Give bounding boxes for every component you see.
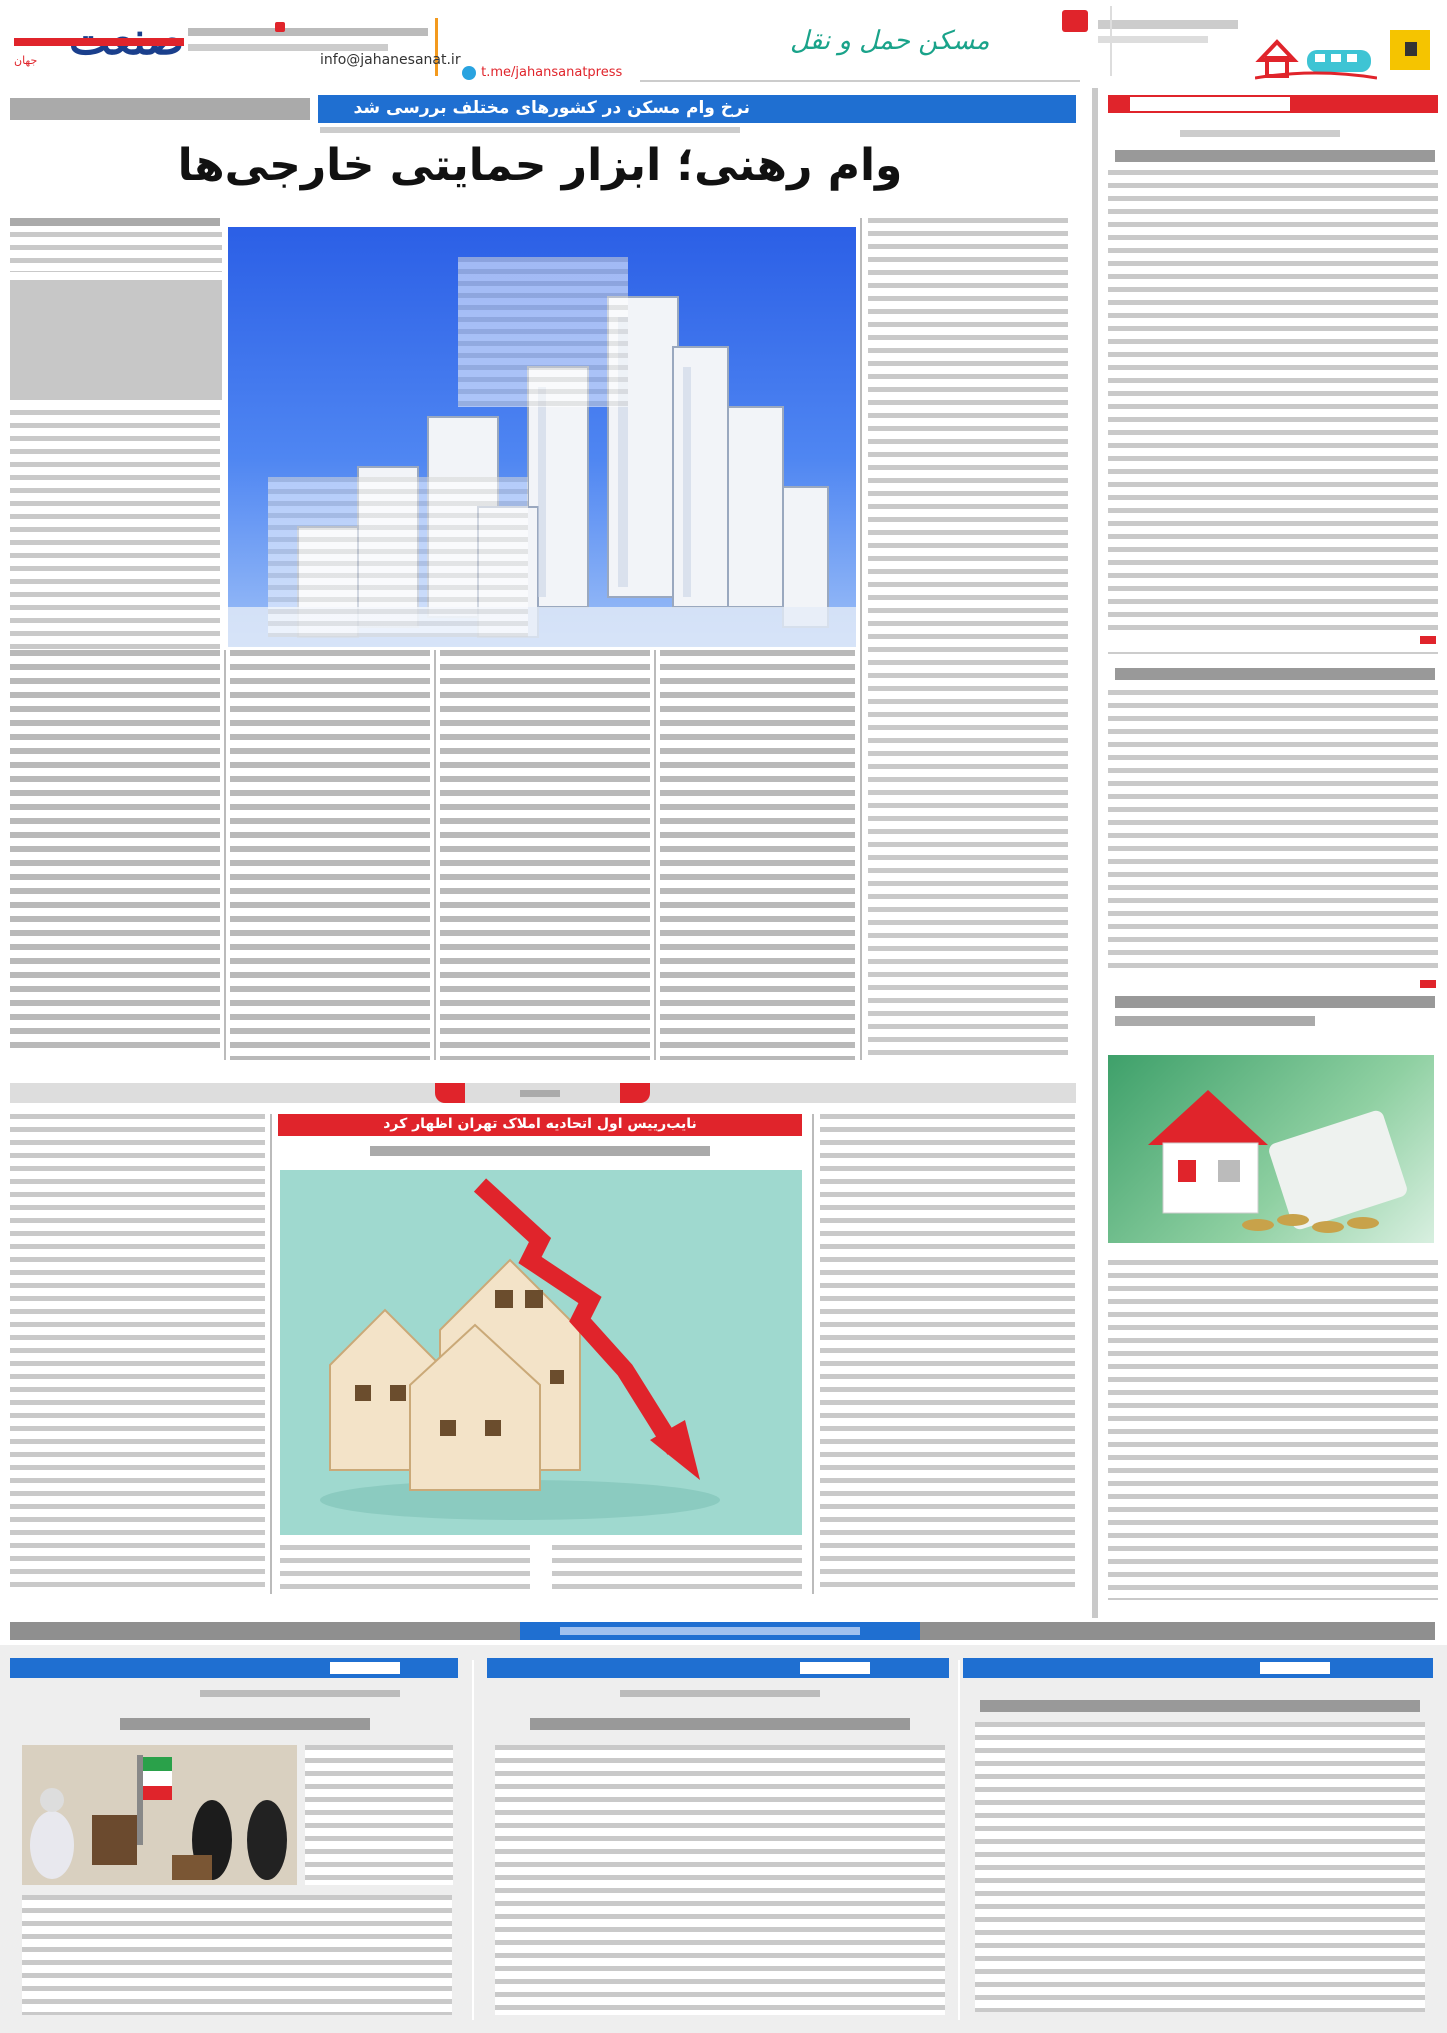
- second-kicker: نایب‌رییس اول اتحادیه املاک تهران اظهار کرد: [383, 1116, 697, 1132]
- section-title: مسکن حمل و نقل: [790, 26, 990, 56]
- buildings-image: [228, 227, 856, 647]
- lead-kicker: نرخ وام مسکن در کشورهای مختلف بررسی شد: [353, 98, 750, 118]
- email-address[interactable]: info@jahanesanat.ir: [320, 52, 461, 68]
- masthead: [0, 0, 1447, 95]
- houses-arrow-image: [280, 1170, 802, 1535]
- telegram-icon: [462, 66, 476, 80]
- logo-sub: جهان: [14, 54, 38, 67]
- telegram-link[interactable]: t.me/jahansanatpress: [462, 62, 622, 81]
- meeting-photo: [22, 1745, 297, 1885]
- newspaper-logo: [14, 20, 184, 68]
- house-calculator-image: [1108, 1055, 1434, 1243]
- envelope-icon: [1062, 10, 1088, 32]
- house-train-icon: [1255, 30, 1377, 82]
- lead-headline: وام رهنی؛ ابزار حمایتی خارجی‌ها: [177, 140, 903, 191]
